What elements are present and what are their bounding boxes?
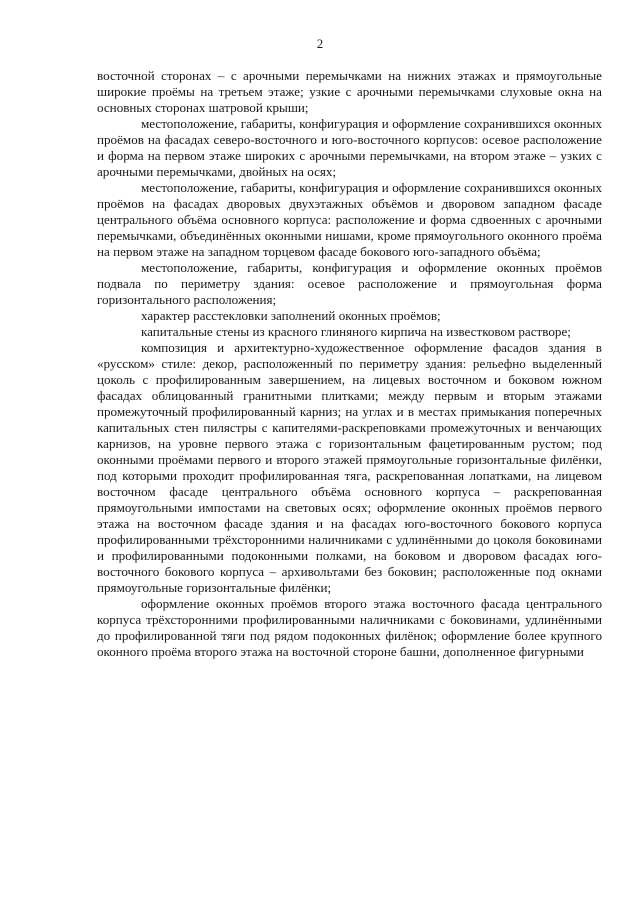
paragraph: местоположение, габариты, конфигурация и оформление оконных проёмов подвала по периметру здания: осевое расположение и прямоугольная форма горизонтального расположения; — [97, 260, 602, 307]
paragraph: оформление оконных проёмов второго этажа восточного фасада центрального корпуса трёхсторонними профилированными наличниками с боковинами, удлинёнными до профилированной тяги под рядом подоконных филёнок; оформление более крупного оконного проёма второго этажа на восточной стороне башни, дополненное фигурными — [97, 596, 602, 659]
paragraph: восточной сторонах – с арочными перемычками на нижних этажах и прямоугольные широкие проёмы на третьем этаже; узкие с арочными перемычками слуховые окна на основных сторонах шатровой крыши; — [97, 68, 602, 115]
paragraph: местоположение, габариты, конфигурация и оформление сохранившихся оконных проёмов на фасадах дворовых двухэтажных объёмов и дворовом западном фасаде центрального объёма основного корпуса: расположение и форма сдвоенных с арочными перемычками, объединённых оконными нишами, кроме прямоугольного оконного проёма на первом этаже на западном торцевом фасаде бокового юго-западного объёма; — [97, 180, 602, 259]
paragraph: характер расстекловки заполнений оконных проёмов; — [141, 308, 441, 323]
paragraph: капитальные стены из красного глиняного кирпича на известковом растворе; — [141, 324, 571, 339]
document-body — [97, 68, 602, 660]
page-number: 2 — [316, 36, 324, 51]
paragraph: местоположение, габариты, конфигурация и оформление сохранившихся оконных проёмов на фасадах северо-восточного и юго-восточного корпусов: осевое расположение и форма на первом этаже широких с арочными перемычками, на втором этаже – узких с арочными перемычками, двойных на осях; — [97, 116, 602, 179]
paragraph: композиция и архитектурно-художественное оформление фасадов здания в «русском» стиле: декор, расположенный по периметру здания: рельефно выделенный цоколь с профилированным завершением, на лицевых восточном и боковом южном фасадах облицованный гранитными плитками; между первым и вторым этажами промежуточный профилированный карниз; на углах и в местах примыкания поперечных капитальных стен пилястры с капителями-раскреповками промежуточных и венчающих карнизов, на уровне первого этажа с горизонтальным фацетированным рустом; под оконными проёмами первого и второго этажей прямоугольные горизонтальные филёнки, под которыми проходит профилированная тяга, раскрепованная лопатками, на лицевом восточном фасаде центрального объёма основного корпуса – раскрепованная прямоугольными импостами на световых осях; оформление оконных проёмов первого этажа на восточном фасаде здания и на фасадах юго-восточного бокового корпуса профилированными трёхсторонними наличниками с удлинёнными до цоколя боковинами и профилированными подоконными полками, на боковом и дворовом фасадах юго-восточного бокового корпуса – архивольтами без боковин; расположенные под окнами прямоугольные горизонтальные филёнки; — [97, 340, 602, 595]
